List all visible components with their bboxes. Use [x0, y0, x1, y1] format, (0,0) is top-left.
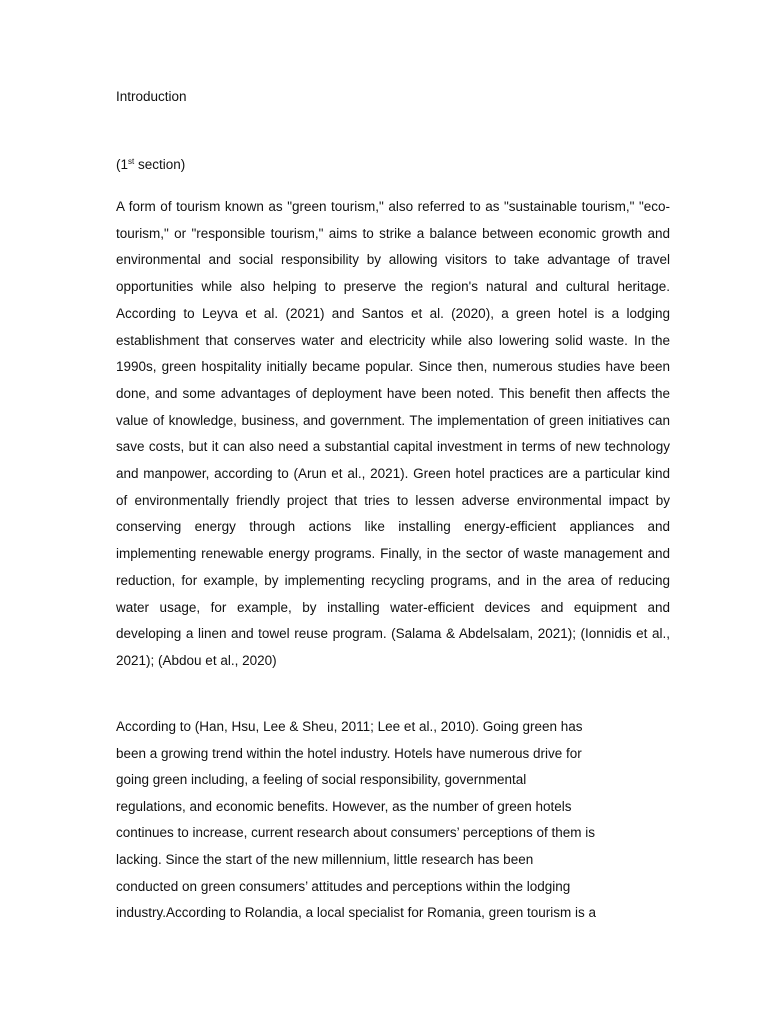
paragraph-2-line: regulations, and economic benefits. However, as the number of green hotels [116, 798, 572, 814]
paragraph-2-line: been a growing trend within the hotel industry. Hotels have numerous drive for [116, 745, 582, 761]
paragraph-2-line: continues to increase, current research about consumers’ perceptions of them is [116, 825, 595, 841]
page-title: Introduction [116, 89, 187, 104]
paragraph-2-line: lacking. Since the start of the new millennium, little research has been [116, 851, 534, 867]
section-label-suffix: section) [134, 157, 186, 172]
section-label-superscript: st [128, 157, 135, 166]
paragraph-2-line: According to (Han, Hsu, Lee & Sheu, 2011; Lee et al., 2010). Going green has [116, 719, 583, 734]
body-paragraph-2 [116, 714, 670, 927]
paragraph-2-line: going green including, a feeling of social responsibility, governmental [116, 772, 527, 788]
section-label [116, 156, 185, 174]
paragraph-2-line: industry.According to Rolandia, a local specialist for Romania, green tourism is a [116, 905, 596, 921]
body-paragraph-1: A form of tourism known as "green tourism," also referred to as "sustainable tourism," "eco-tourism," or "responsible tourism," aims to strike a balance between economic growth and environmental and social responsibility by allowing visitors to take advantage of travel opportunities while also helping to preserve the region's natural and cultural heritage. According to Leyva et al. (2021) and Santos et al. (2020), a green hotel is a lodging establishment that conserves water and electricity while also lowering solid waste. In the 1990s, green hospitality initially became popular. Since then, numerous studies have been done, and some advantages of deployment have been noted. This benefit then affects the value of knowledge, business, and government. The implementation of green initiatives can save costs, but it can also need a substantial capital investment in terms of new technology and manpower, according to (Arun et al., 2021). Green hotel practices are a particular kind of environmentally friendly project that tries to lessen adverse environmental impact by conserving energy through actions like installing energy-efficient appliances and implementing renewable energy programs. Finally, in the sector of waste management and reduction, for example, by implementing recycling programs, and in the area of reducing water usage, for example, by installing water-efficient devices and equipment and developing a linen and towel reuse program. (Salama & Abdelsalam, 2021); (Ionnidis et al., 2021); (Abdou et al., 2020) [116, 199, 670, 668]
paragraph-2-line: conducted on green consumers’ attitudes and perceptions within the lodging [116, 878, 571, 894]
section-label-prefix: (1 [116, 157, 129, 172]
